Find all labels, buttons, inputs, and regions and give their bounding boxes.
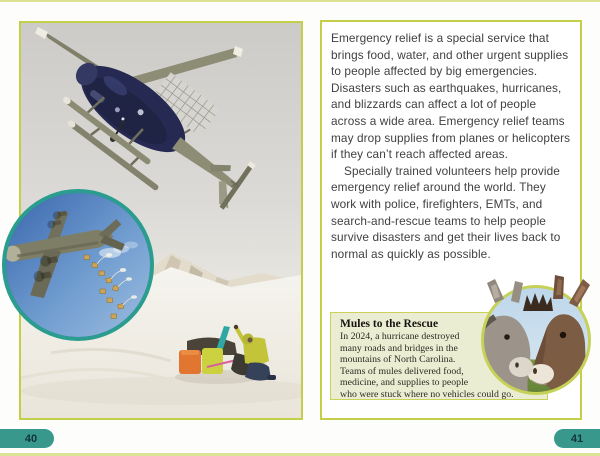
page-number-left bbox=[0, 429, 54, 448]
page-number-right-label: 41 bbox=[570, 432, 584, 445]
page-number-left-label: 40 bbox=[24, 432, 38, 445]
fact-box-title: Mules to the Rescue bbox=[340, 318, 439, 330]
top-edge-line bbox=[0, 0, 600, 2]
airdrop-photo-circle bbox=[2, 189, 154, 341]
paragraph-volunteers: Specially trained volunteers help provide emergency relief around the world. They work with police, firefighters, EMTs, and search-and-rescue teams to help people survive disasters and get their lives back to normal as quickly as possible. bbox=[331, 163, 561, 261]
donkeys-illustration bbox=[471, 273, 600, 403]
paragraph-emergency-relief: Emergency relief is a special service that brings food, water, and other urgent supplies to people affected by big emergencies. Disasters such as earthquakes, hurricanes, and blizzards can affect a lot of people across a wide area. Emergency relief teams may drop supplies from planes or helicopters if they can’t reach affected areas. bbox=[331, 31, 571, 162]
mules-photo-circle bbox=[471, 273, 600, 403]
fact-box-body: In 2024, a hurricane destroyed many roads and bridges in the mountains of North Carolina. Teams of mules delivered food, medicine, and supplies to people who were stuck where no vehicles could go. bbox=[340, 331, 514, 400]
page-number-right bbox=[554, 429, 600, 448]
cargo-plane-illustration bbox=[6, 193, 150, 337]
